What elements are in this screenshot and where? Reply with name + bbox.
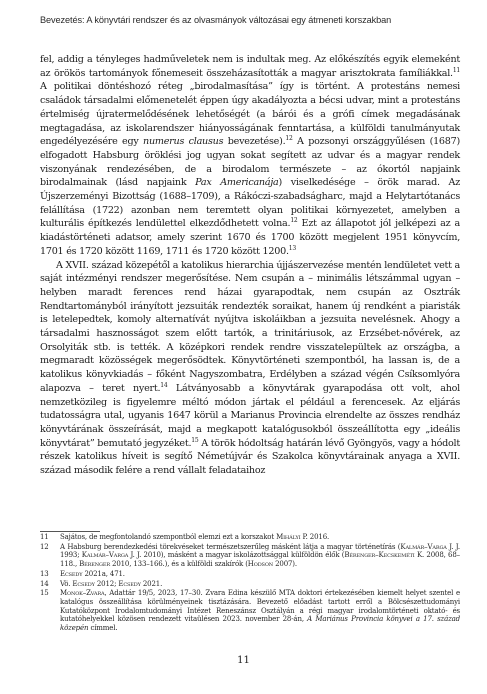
- author-name: Hodson: [247, 559, 274, 568]
- text-run: J. J. 2010), másként a magyar iskolázottsággal külföldön élők (: [128, 551, 345, 560]
- author-name: Ecsedy: [72, 579, 95, 588]
- paragraph-1: [40, 53, 460, 259]
- italic-text: numerus clausus: [143, 136, 224, 148]
- text-run: bevezetése).: [223, 136, 286, 148]
- author-name: Ecsedy: [118, 579, 141, 588]
- text-run: Vö.: [60, 579, 73, 588]
- text-run: Sajátos, de megfontolandó szempontból elemzi ezt a korszakot: [60, 533, 277, 541]
- footnote-ref: 15: [191, 436, 199, 444]
- author-name: Ecsedy: [60, 569, 83, 578]
- text-run: K. 2008, 68–118.,: [60, 551, 461, 568]
- footnote-ref: 12: [285, 135, 293, 143]
- author-name: Monok–Zvara: [60, 589, 105, 598]
- footnote-ref: 12: [290, 217, 298, 225]
- text-run: Ezt az állapotot jól jelképezi az a kiadástörténeti adatsor, amely szerint 1670 és 1700 között megjelent 1951 könyvcím, 1701 és 1720 között 1169, 1711 és 1720 között 1200.: [40, 218, 460, 257]
- text-run: 2010, 133–166.), és a külföldi szakírók (: [109, 559, 248, 568]
- text-run: címmel.: [88, 623, 118, 632]
- text-run: 2012;: [94, 579, 119, 588]
- body-text: [40, 53, 460, 478]
- footnote-number: 15: [40, 589, 49, 598]
- footnote-text: [60, 533, 460, 542]
- footnote-number: 14: [40, 579, 49, 588]
- footnote-text: [60, 570, 460, 579]
- text-run: 2021a, 471.: [82, 569, 125, 578]
- text-run: A Habsburg berendezkedési törekvéseket természetszerűleg másként látja a magyar történetírás (: [60, 542, 401, 551]
- footnote-text: [60, 543, 460, 569]
- author-name: Kalmár–Varga: [81, 551, 129, 560]
- footnote-number: 13: [40, 569, 49, 578]
- text-run: Látványosabb a könyvtárak gyarapodása ott volt, ahol nemzetközileg is figyelemre méltó módon jártak el például a ferencesek. Az eljárás tudatosságra utal, ugyanis 1647 körül a Marianus Provincia elrendelte az összes rendház könyvtárának összeírását, majd a megkapott katalógusokból összeállította egy „ideális könyvtárat” bemutató jegyzéket.: [40, 382, 460, 449]
- text-run: fel, addig a tényleges hadműveletek nem is indultak meg. Az előkészítés egyik elemeként az örökös tartományok főnemeseit összeházasították a magyar arisztokrata famíliákkal.: [40, 54, 460, 79]
- author-name: Mihályi: [276, 533, 301, 541]
- footnote-text: [60, 589, 460, 632]
- text-run: A XVII. század közepétől a katolikus hierarchia újjászervezése mentén lendületet vett a saját intézményi rendszer megerősítése. Nem csupán a – minimális létszámmal ugyan – helyben maradt ferences rend házai gyarapodtak, nem csupán az Osztrák Rendtartományból irányított jezsuiták rendezték soraikat, hanem új rendként a piaristák is letelepedtek, komoly alternatívát nyújtva iskoláikban a jezsuita nevelésnek. Ahogy a társadalmi hasznosságot szem előtt tartók, a trinitáriusok, az Erzsébet-nővérek, az Orsolyiták stb. is tették. A középkori rendek rendre visszatelepültek az országba, a megmaradt közösségek megerősödtek. Könyvtörténeti szempontból, ha lassan is, de a katolikus könyvkiadás – főként Nagyszombatra, Erdélyben a század végén Csíksomlyóra alapozva – teret nyert.: [40, 259, 460, 394]
- footnote: [40, 533, 460, 542]
- text-run: J. J. 1993;: [60, 542, 460, 560]
- footnote-number: 11: [40, 533, 49, 541]
- footnote: [40, 570, 460, 579]
- text-run: A pozsonyi országgyűlésen (1687) elfogadott Habsburg öröklési jog ugyan sokat segített az udvar és a magyar rendek viszonyának rendezésében, de a birodalom természete – az ókortól napjaink birodalmainak (lásd napjaink: [40, 136, 460, 189]
- footnote-text: [60, 580, 460, 589]
- italic-text: Pax Americanája: [195, 177, 279, 189]
- paragraph-2: [40, 259, 460, 478]
- footnote-ref: 14: [160, 381, 168, 389]
- text-run: A politikai döntéshozó réteg „birodalmasítása” így is történt. A protestáns nemesi családok társadalmi előmenetelét éppen úgy akadályozta a bécsi udvar, mint a protestáns értelmiség újratermelődésének lehetőségét (a bárói és a grófi címek megadásának megtagadása, az iskolarendszer hiányosságának fenntartása, a külföldi tanulmányutak engedélyezésére egy: [40, 81, 460, 148]
- footnote: [40, 589, 460, 632]
- footnote: [40, 580, 460, 589]
- author-name: Bérenger–Kecskeméti: [344, 551, 415, 560]
- text-run: , Adattár 19/5, 2023, 17–30. Zvara Edina készülő MTA doktori értekezésében kiemelt helyet szentel e katalógus összeállítása körülményeinek tisztázására. Bevezető előadást tartott erről a Bölcsészettudományi Kutatóközpont Irodalomtudományi Intézet Reneszánsz Osztályán a régi magyar irodalomtörténeti oktató- és kutatóhelyekkel közösen rendezett vitaülésen 2023. november 28-án,: [60, 589, 460, 624]
- author-name: Bérenger: [79, 559, 110, 568]
- footnote: [40, 543, 460, 569]
- page-number: 11: [237, 655, 250, 666]
- footnote-ref: 11: [452, 66, 460, 74]
- footnote-number: 12: [40, 542, 49, 551]
- italic-text: A Mariánus Provincia könyvei a 17. század közepén: [60, 615, 460, 632]
- footnote-separator: [40, 531, 100, 532]
- text-run: A török hódoltság határán lévő Gyöngyös, vagy a hódolt részek katolikus híveit is segítő Németújvár és Szakolca könyvtárainak anyaga a XVII. század második felére a rend vállalt feladataihoz: [40, 437, 460, 477]
- text-run: ) viselkedésége – örök marad. Az Újszerzeményi Bizottság (1688–1709), a Rákóczi-szabadságharc, majd a Helytartótanács felállítása (1722) azonban nem teremtett olyan politikai környezetet, amelyben a kulturális építkezés lendülettel elkezdődhetett volna.: [40, 177, 460, 230]
- text-run: 2021.: [140, 579, 163, 588]
- text-run: P. 2016.: [300, 533, 330, 541]
- author-name: Kalmár–Varga: [400, 542, 447, 551]
- running-head: Bevezetés: A könyvtári rendszer és az olvasmányok változásai egy átmeneti korszakban: [40, 15, 392, 25]
- footnotes: [40, 533, 460, 633]
- footnote-ref: 13: [288, 244, 296, 252]
- text-run: 2007).: [273, 559, 297, 568]
